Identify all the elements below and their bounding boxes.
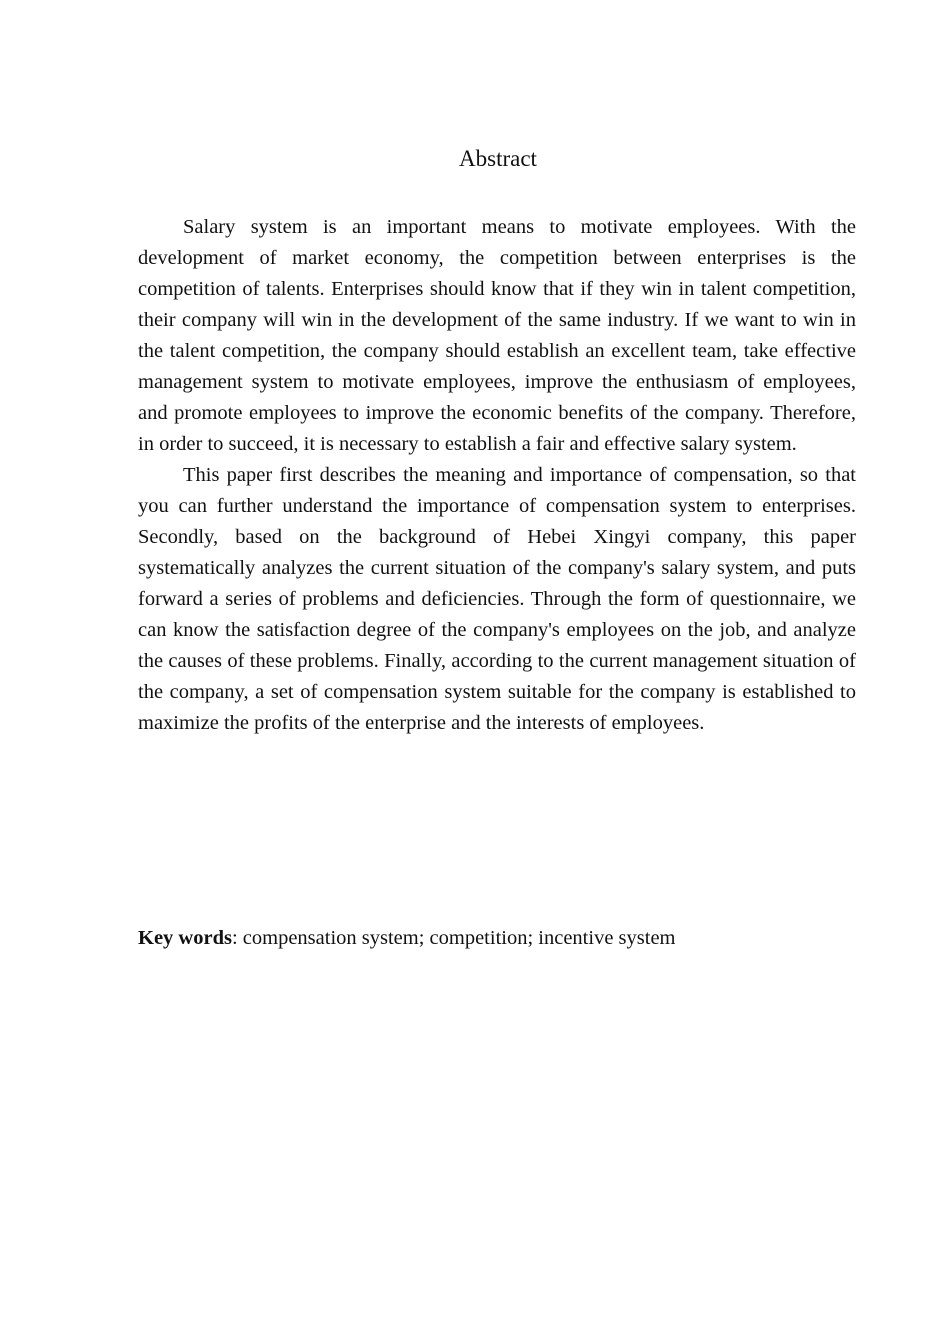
keywords-separator: :	[231, 927, 243, 949]
abstract-title: Abstract	[459, 146, 537, 171]
keywords-line	[138, 923, 856, 954]
keywords-text: compensation system; competition; incentive system	[242, 927, 676, 949]
abstract-body	[138, 212, 856, 739]
abstract-paragraph-1: Salary system is an important means to motivate employees. With the development of market economy, the competition between enterprises is the competition of talents. Enterprises should know that if they win in talent competition, their company will win in the development of the same industry. If we want to win in the talent competition, the company should establish an excellent team, take effective management system to motivate employees, improve the enthusiasm of employees, and promote employees to improve the economic benefits of the company. Therefore, in order to succeed, it is necessary to establish a fair and effective salary system.	[138, 216, 856, 455]
abstract-paragraph-2: This paper first describes the meaning and importance of compensation, so that you can further understand the importance of compensation system to enterprises. Secondly, based on the background of Hebei Xingyi company, this paper systematically analyzes the current situation of the company's salary system, and puts forward a series of problems and deficiencies. Through the form of questionnaire, we can know the satisfaction degree of the company's employees on the job, and analyze the causes of these problems. Finally, according to the current management situation of the company, a set of compensation system suitable for the company is established to maximize the profits of the enterprise and the interests of employees.	[138, 464, 856, 734]
keywords-label: Key words	[138, 927, 232, 949]
